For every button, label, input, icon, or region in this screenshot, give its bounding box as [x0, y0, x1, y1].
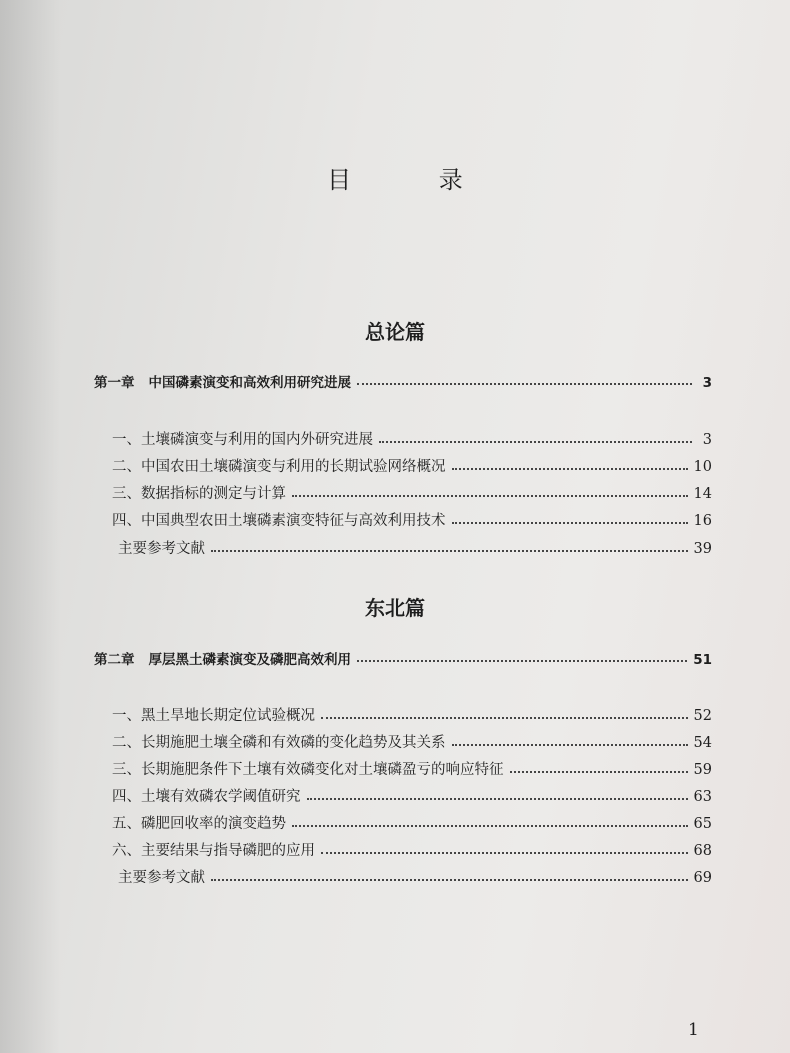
toc-entry[interactable] — [112, 704, 712, 725]
page-ref: 52 — [693, 708, 712, 724]
toc-entry[interactable] — [112, 812, 712, 833]
page-ref: 68 — [693, 843, 712, 859]
toc-entry[interactable] — [112, 482, 712, 503]
page-ref: 16 — [693, 513, 712, 529]
leader-dots — [510, 771, 688, 773]
page-number: 1 — [688, 1020, 699, 1040]
entry-label: 主要参考文献 — [118, 870, 205, 886]
leader-dots — [379, 441, 692, 443]
page-ref: 3 — [702, 432, 712, 448]
toc-entry[interactable] — [112, 509, 712, 530]
entry-label: 主要参考文献 — [118, 541, 205, 557]
entry-label: 五、磷肥回收率的演变趋势 — [112, 816, 286, 832]
entry-label: 四、土壤有效磷农学阈值研究 — [112, 789, 301, 805]
page-ref: 39 — [693, 541, 712, 557]
entry-label: 二、长期施肥土壤全磷和有效磷的变化趋势及其关系 — [112, 735, 446, 751]
toc-chapter-1[interactable] — [94, 371, 712, 391]
page-ref: 59 — [693, 762, 712, 778]
leader-dots — [211, 550, 688, 552]
leader-dots — [292, 825, 688, 827]
page-ref: 51 — [693, 652, 712, 668]
leader-dots — [452, 468, 688, 470]
entry-label: 二、中国农田土壤磷演变与利用的长期试验网络概况 — [112, 459, 446, 475]
leader-dots — [307, 798, 688, 800]
entry-label: 一、土壤磷演变与利用的国内外研究进展 — [112, 432, 373, 448]
entry-label: 六、主要结果与指导磷肥的应用 — [112, 843, 315, 859]
page-ref: 10 — [693, 459, 712, 475]
toc-entry[interactable] — [112, 839, 712, 860]
entry-label: 三、长期施肥条件下土壤有效磷变化对土壤磷盈亏的响应特征 — [112, 762, 504, 778]
page-ref: 63 — [693, 789, 712, 805]
leader-dots — [357, 660, 687, 662]
leader-dots — [321, 852, 688, 854]
chapter-number: 第一章 — [94, 375, 135, 391]
entry-label: 四、中国典型农田土壤磷素演变特征与高效利用技术 — [112, 513, 446, 529]
page-ref: 65 — [693, 816, 712, 832]
toc-entry-references[interactable] — [118, 866, 712, 887]
chapter-number: 第二章 — [94, 652, 135, 668]
page-title: 目 录 — [327, 166, 503, 194]
part-title-northeast: 东北篇 — [365, 596, 425, 620]
page-ref: 54 — [693, 735, 712, 751]
leader-dots — [292, 495, 688, 497]
page-edge-shadow — [0, 0, 60, 1053]
toc-entry[interactable] — [112, 428, 712, 449]
leader-dots — [452, 744, 688, 746]
chapter-title: 厚层黑土磷素演变及磷肥高效利用 — [148, 652, 351, 668]
leader-dots — [357, 383, 692, 385]
entry-label: 一、黑土旱地长期定位试验概况 — [112, 708, 315, 724]
toc-entry[interactable] — [112, 785, 712, 806]
page-ref: 69 — [693, 870, 712, 886]
page-ref: 3 — [702, 375, 712, 391]
toc-entry[interactable] — [112, 758, 712, 779]
leader-dots — [452, 522, 688, 524]
toc-entry-references[interactable] — [118, 537, 712, 558]
entry-label: 三、数据指标的测定与计算 — [112, 486, 286, 502]
toc-entry[interactable] — [112, 455, 712, 476]
toc-entry[interactable] — [112, 731, 712, 752]
page-ref: 14 — [693, 486, 712, 502]
chapter-title: 中国磷素演变和高效利用研究进展 — [148, 375, 351, 391]
part-title-general: 总论篇 — [365, 320, 425, 344]
leader-dots — [211, 879, 688, 881]
leader-dots — [321, 717, 688, 719]
toc-chapter-2[interactable] — [94, 648, 712, 668]
